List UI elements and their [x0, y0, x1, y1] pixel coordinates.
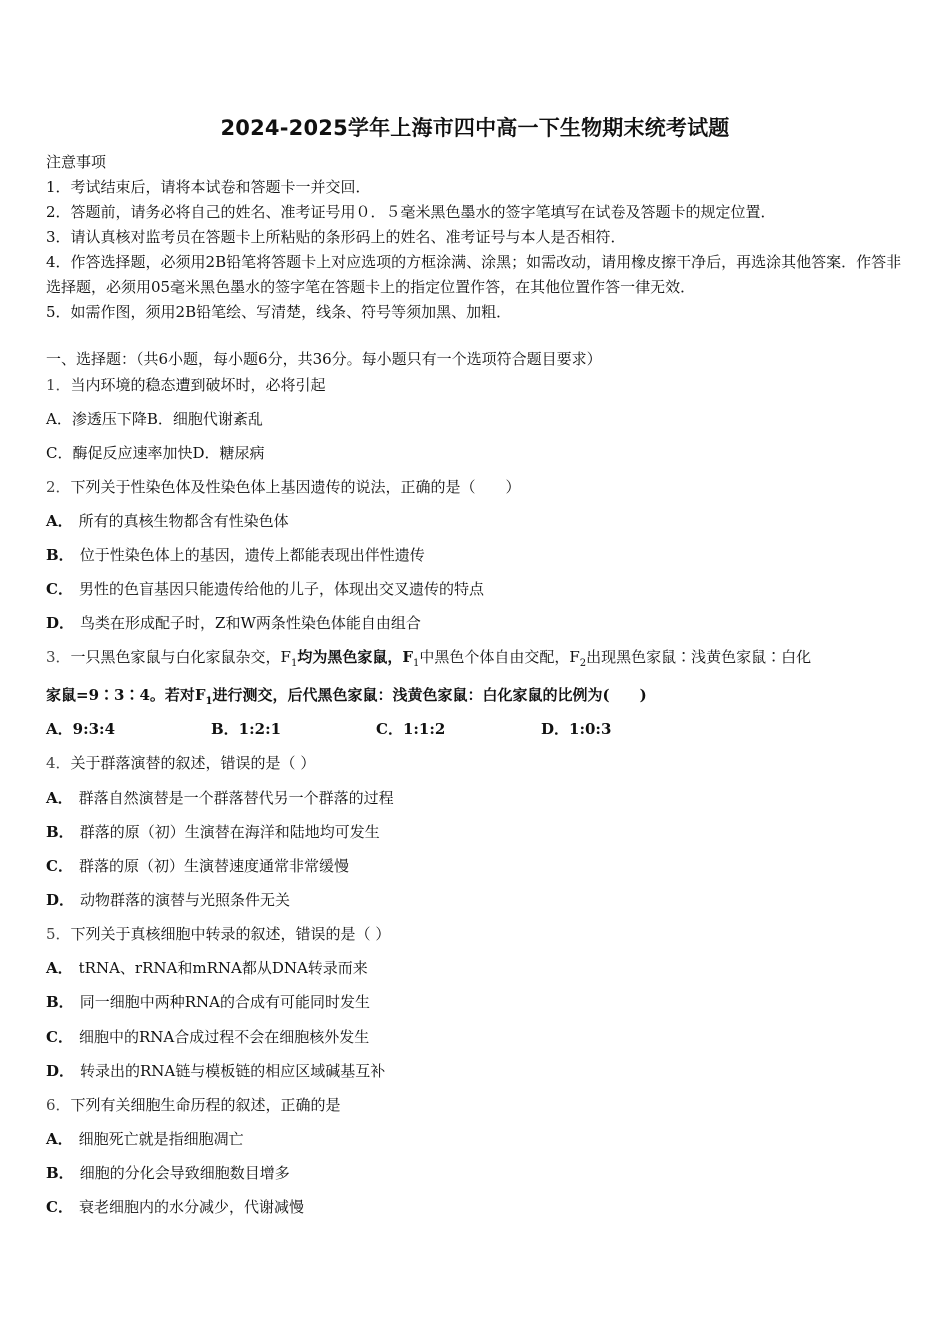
- question-1: [46, 374, 326, 395]
- option-c: [46, 1196, 304, 1217]
- option-c: [46, 1026, 369, 1047]
- section-heading: 一、选择题：（共6小题，每小题6分，共36分。每小题只有一个选项符合题目要求）: [46, 350, 602, 368]
- option-text: 细胞中的RNA合成过程不会在细胞核外发生: [78, 1028, 370, 1046]
- option-text: 群落的原（初）生演替速度通常非常缓慢: [78, 857, 349, 875]
- question-stem: 关于群落演替的叙述，错误的是（ ）: [70, 754, 316, 772]
- option-a: [46, 1128, 244, 1149]
- note-item: 2．答题前，请务必将自己的姓名、准考证号用０．５毫米黑色墨水的签字笔填写在试卷及答题卡的规定位置．: [46, 203, 776, 221]
- question-stem: 下列有关细胞生命历程的叙述，正确的是: [70, 1096, 341, 1114]
- option-text: 群落自然演替是一个群落替代另一个群落的过程: [78, 789, 394, 807]
- option-b: B．1:2:1: [211, 720, 282, 738]
- question-5: [46, 923, 390, 944]
- option-label: B．: [46, 823, 74, 841]
- option-label: C．: [46, 857, 73, 875]
- option-c: C．1:1:2: [376, 720, 446, 738]
- question-stem: 家鼠=9∶3∶4。若对F: [46, 686, 206, 704]
- subscript: 2: [579, 658, 587, 669]
- question-stem: 下列关于性染色体及性染色体上基因遗传的说法，正确的是（ ）: [70, 478, 521, 496]
- option-a: [46, 957, 368, 978]
- question-number: 1．: [46, 376, 71, 394]
- option-label: D．: [46, 614, 75, 632]
- option-text: 细胞死亡就是指细胞凋亡: [78, 1130, 244, 1148]
- option-label: C．: [46, 580, 73, 598]
- option-a: A．9:3:4: [46, 720, 116, 738]
- option-text: 位于性染色体上的基因，遗传上都能表现出伴性遗传: [79, 546, 425, 564]
- option-d: [46, 612, 421, 633]
- option-text: 男性的色盲基因只能遗传给他的儿子，体现出交叉遗传的特点: [78, 580, 484, 598]
- question-stem: 当内环境的稳态遭到破坏时，必将引起: [70, 376, 326, 394]
- option-label: D．: [46, 891, 75, 909]
- option-label: A．: [46, 789, 73, 807]
- option-b: [46, 1162, 290, 1183]
- question-3-line-2: [46, 684, 647, 707]
- option-label: B．: [46, 1164, 74, 1182]
- option-b: [46, 544, 425, 565]
- question-6: [46, 1094, 341, 1115]
- note-item: 4．作答选择题，必须用2B铅笔将答题卡上对应选项的方框涂满、涂黑；如需改动，请用橡皮擦干净后，再选涂其他答案．作答非选择题，必须用05毫米黑色墨水的签字笔在答题卡上的指定位置作答，在其他位置作答一律无效．: [46, 253, 902, 296]
- question-number: 5．: [46, 925, 71, 943]
- note-item: 1．考试结束后，请将本试卷和答题卡一并交回．: [46, 178, 371, 196]
- question-stem: 一只黑色家鼠与白化家鼠杂交，F: [70, 648, 291, 666]
- option-b: [46, 991, 370, 1012]
- question-stem: 进行测交，后代黑色家鼠：浅黄色家鼠：白化家鼠的比例为( ): [212, 686, 647, 704]
- subscript: 1: [413, 658, 420, 669]
- note-item: 3．请认真核对监考员在答题卡上所粘贴的条形码上的姓名、准考证号与本人是否相符．: [46, 228, 626, 246]
- option-label: C．: [46, 1028, 73, 1046]
- option-d: [46, 1060, 385, 1081]
- option-text: 衰老细胞内的水分减少，代谢减慢: [78, 1198, 304, 1216]
- option-label: A．: [46, 1130, 73, 1148]
- option-d: D．1:0:3: [541, 720, 612, 738]
- question-number: 6．: [46, 1096, 71, 1114]
- question-number: 3．: [46, 648, 71, 666]
- question-1-options-ab: A．渗透压下降B．细胞代谢紊乱: [46, 410, 263, 428]
- option-text: 同一细胞中两种RNA的合成有可能同时发生: [79, 993, 370, 1011]
- option-text: 动物群落的演替与光照条件无关: [80, 891, 291, 909]
- notes-section: [46, 150, 906, 325]
- note-item: 5．如需作图，须用2B铅笔绘、写清楚，线条、符号等须加黑、加粗．: [46, 303, 512, 321]
- subscript: 1: [290, 658, 298, 669]
- option-label: B．: [46, 546, 74, 564]
- option-a: [46, 510, 289, 531]
- option-b: [46, 821, 380, 842]
- question-3: [46, 646, 811, 669]
- option-text: 群落的原（初）生演替在海洋和陆地均可发生: [79, 823, 380, 841]
- question-3-options: [46, 718, 706, 739]
- question-stem: 出现黑色家鼠∶浅黄色家鼠∶白化: [586, 648, 812, 666]
- question-number: 2．: [46, 478, 71, 496]
- question-stem: 下列关于真核细胞中转录的叙述，错误的是（ ）: [70, 925, 391, 943]
- option-text: 转录出的RNA链与模板链的相应区域碱基互补: [80, 1062, 386, 1080]
- question-stem: 中黑色个体自由交配，F: [419, 648, 580, 666]
- question-2: [46, 476, 521, 497]
- option-text: 鸟类在形成配子时，Z和W两条性染色体能自由组合: [80, 614, 421, 632]
- question-1-options-cd: C．酶促反应速率加快D．糖尿病: [46, 444, 265, 462]
- option-label: A．: [46, 959, 73, 977]
- option-label: A．: [46, 512, 73, 530]
- subscript: 1: [205, 696, 213, 707]
- page-title: 2024-2025学年上海市四中高一下生物期末统考试题: [220, 116, 730, 140]
- option-d: [46, 889, 290, 910]
- question-number: 4．: [46, 754, 71, 772]
- question-4: [46, 752, 315, 773]
- option-a: [46, 787, 394, 808]
- option-text: tRNA、rRNA和mRNA都从DNA转录而来: [78, 959, 368, 977]
- option-text: 所有的真核生物都含有性染色体: [78, 512, 289, 530]
- question-stem: 均为黑色家鼠，F: [297, 648, 413, 666]
- option-text: 细胞的分化会导致细胞数目增多: [79, 1164, 290, 1182]
- option-label: D．: [46, 1062, 75, 1080]
- notes-heading: 注意事项: [46, 153, 107, 171]
- option-c: [46, 578, 484, 599]
- option-label: B．: [46, 993, 74, 1011]
- option-c: [46, 855, 349, 876]
- option-label: C．: [46, 1198, 73, 1216]
